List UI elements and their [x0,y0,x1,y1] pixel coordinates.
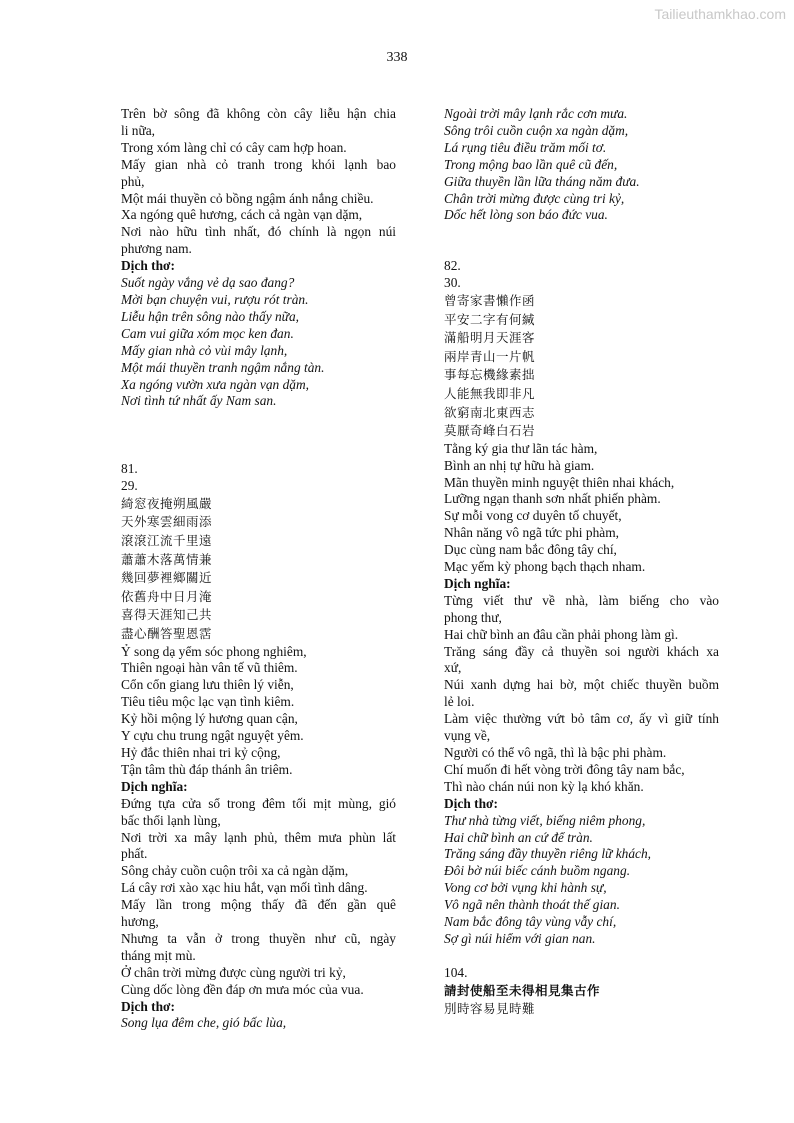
verse-line: Mãn thuyền minh nguyệt thiên nhai khách, [444,474,675,490]
text-line: xứ, [444,660,462,676]
verse-line: Trong mộng bao lần quê cũ đến, [444,156,618,172]
text-line: Chí muốn đi hết vòng trời đông tây nam bắc, [444,761,685,777]
poem-index: 30. [444,275,461,291]
text-line: phong thư, [444,609,502,625]
verse-line: Song lụa đêm che, gió bấc lùa, [121,1015,287,1031]
text-line: Nơi nào hữu tình nhất, đó chính là ngọn núi [121,224,396,240]
text-line: Làm việc thường vứt bỏ tâm cơ, ấy vì giữ tính [444,711,719,727]
verse-line: Mời bạn chuyện vui, rượu rót tràn. [121,291,309,307]
text-line: phủ, [121,173,145,189]
poem-translation [121,275,396,410]
poem-title: 請封使船至未得相見集古作 [444,982,601,998]
verse-line: Mấy gian nhà cỏ vùi mây lạnh, [121,342,288,358]
text-line: bấc thổi lạnh lùng, [121,812,221,828]
section-heading: Dịch nghĩa: [444,575,511,591]
verse-line: Thư nhà từng viết, biếng niêm phong, [444,812,646,828]
text-line: Lá cây rơi xào xạc hiu hắt, vạn mối tình dâng. [121,880,368,896]
verse-line: Giữa thuyền lần lữa tháng năm đưa. [444,173,640,189]
han-line: 別時容易見時難 [444,1001,536,1017]
page-number: 338 [386,50,408,65]
text-line: lẻ loi. [444,694,475,710]
han-line: 天外寒雲細雨添 [121,514,213,530]
verse-line: Nhân năng vô ngã tức phi phàm, [444,525,619,541]
poem-number: 104. [444,964,468,980]
han-poem [444,982,719,1019]
text-line: Nơi trời xa mây lạnh phủ, thêm mưa phùn lất [121,829,396,845]
text-line: Trên bờ sông đã không còn cây liễu hận chia [121,106,396,121]
poem-number: 82. [444,258,461,274]
han-line: 蕭蕭木落萬情兼 [121,551,213,567]
text-line: Đứng tựa cửa sổ trong đêm tối mịt mùng, gió [121,795,396,811]
verse-line: Lưỡng ngạn thanh sơn nhất phiến phàm. [444,491,661,507]
text-line: Từng viết thư về nhà, làm biếng cho vào [444,592,719,608]
verse-line: Xa ngóng vườn xưa ngàn vạn dặm, [121,376,309,392]
han-line: 兩岸青山一片帆 [444,348,536,364]
han-line: 欲窮南北東西志 [444,404,536,420]
text-line: Xa ngóng quê hương, cách cả ngàn vạn dặm, [121,207,363,223]
han-line: 莫厭奇峰白石岩 [444,423,536,439]
phien-am [444,441,719,576]
verse-line: Mạc yếm kỳ phong bạch thạch nham. [444,559,646,575]
section-heading: Dịch thơ: [121,258,175,274]
verse-line: Vô ngã nên thành thoát thế gian. [444,897,620,913]
section-heading: Dịch thơ: [444,795,498,811]
verse-line: Hỷ đắc thiên nhai tri kỷ cộng, [121,744,281,760]
verse-line: Ỷ song dạ yểm sóc phong nghiêm, [121,643,307,659]
text-line: Hai chữ bình an đâu cần phải phong làm gì. [444,626,679,642]
phien-am [121,644,396,779]
text-line: tháng mịt mù. [121,947,196,963]
verse-line: Sông trôi cuồn cuộn xa ngàn dặm, [444,122,629,138]
text-line: Mấy lần trong mộng thấy đã đến gần quê [121,897,396,913]
han-line: 幾回夢裡鄉關近 [121,570,213,586]
verse-line: Dốc hết lòng son báo đức vua. [444,207,608,223]
verse-line: Chân trời mừng được cùng tri kỷ, [444,190,625,206]
watermark: Tailieuthamkhao.com [654,6,786,22]
right-column [444,106,719,1019]
verse-line: Một mái thuyền tranh ngậm nắng tàn. [121,359,325,375]
verse-line: Tiêu tiêu mộc lạc vạn tình kiêm. [121,694,295,710]
verse-line: Nơi tình tứ nhất ấy Nam san. [121,393,277,409]
poem-translation-continued [444,106,719,224]
text-line: Sông chảy cuồn cuộn trôi xa cả ngàn dặm, [121,863,349,879]
text-line: li nữa, [121,122,156,138]
verse-line: Tằng ký gia thư lãn tác hàm, [444,440,598,456]
verse-line: Đôi bờ núi biếc cánh buồm ngang. [444,863,631,879]
han-line: 人能無我即非凡 [444,385,536,401]
verse-line: Bình an nhị tự hữu hà giam. [444,457,595,473]
verse-line: Lá rụng tiêu điều trăm mối tơ. [444,139,607,155]
verse-line: Hai chữ bình an cứ để tràn. [444,829,593,845]
poem-translation [121,1015,396,1032]
left-column [121,106,396,1032]
han-poem [121,495,396,644]
han-line: 滿船明月天涯客 [444,330,536,346]
poem-translation [444,813,719,948]
text-line: Ở chân trời mừng được cùng người tri kỷ, [121,964,346,980]
text-line: Mấy gian nhà cỏ tranh trong khói lạnh bao [121,156,396,172]
verse-line: Cổn cổn giang lưu thiên lý viễn, [121,677,294,693]
han-line: 喜得天涯知己共 [121,607,213,623]
verse-line: Nam bắc đông tây vùng vẫy chí, [444,914,617,930]
literal-translation [121,796,396,999]
verse-line: Suốt ngày vắng vẻ dạ sao đang? [121,275,295,291]
verse-line: Sợ gì núi hiểm với gian nan. [444,930,596,946]
verse-line: Trăng sáng đầy thuyền riêng lữ khách, [444,846,652,862]
intro-stanza [121,106,396,258]
poem-index: 29. [121,477,138,493]
text-line: vụng về, [444,728,491,744]
han-line: 曾寄家書懶作函 [444,292,536,308]
poem-number: 81. [121,460,138,476]
text-line: Cùng dốc lòng đền đáp ơn mưa móc của vua. [121,981,364,997]
section-heading: Dịch nghĩa: [121,778,188,794]
verse-line: Kỷ hồi mộng lý hương quan cận, [121,711,298,727]
verse-line: Ngoài trời mây lạnh rắc cơn mưa. [444,106,628,121]
han-line: 平安二字有何緘 [444,311,536,327]
text-line: Trăng sáng đầy cả thuyền soi người khách xa [444,643,719,659]
text-line: Thì nào chán núi non kỳ lạ khó khăn. [444,778,644,794]
verse-line: Vong cơ bởi vụng khi hành sự, [444,880,607,896]
han-line: 綺窓夜掩朔風嚴 [121,495,213,511]
verse-line: Dục cùng nam bắc đông tây chí, [444,542,617,558]
text-line: Núi xanh dựng hai bờ, một chiếc thuyền buồm [444,677,719,693]
literal-translation [444,593,719,796]
han-line: 滾滾江流千里遠 [121,532,213,548]
han-line: 事每忘機緣素拙 [444,367,536,383]
han-poem [444,292,719,441]
text-line: phất. [121,846,148,862]
verse-line: Cam vui giữa xóm mọc ken đan. [121,325,294,341]
text-line: Người có thể vô ngã, thì là bậc phi phàm. [444,745,667,760]
verse-line: Liễu hận trên sông nào thấy nữa, [121,308,300,324]
text-line: Trong xóm làng chỉ có cây cam hợp hoan. [121,139,347,155]
verse-line: Sự mỗi vong cơ duyên tố chuyết, [444,508,622,524]
han-line: 依舊舟中日月淹 [121,588,213,604]
text-line: Nhưng ta vẫn ở trong thuyền như cũ, ngày [121,930,396,946]
verse-line: Y cựu chu trung ngật nguyệt yêm. [121,728,304,744]
han-line: 盡心酬答聖恩霑 [121,625,213,641]
text-line: hương, [121,914,159,930]
text-line: phương nam. [121,241,192,257]
text-line: Một mái thuyền cỏ bồng ngậm ánh nắng chiều. [121,190,374,206]
section-heading: Dịch thơ: [121,998,175,1014]
verse-line: Tận tâm thù đáp thánh ân triêm. [121,761,293,777]
verse-line: Thiên ngoại hàn vân tế vũ thiêm. [121,660,298,676]
